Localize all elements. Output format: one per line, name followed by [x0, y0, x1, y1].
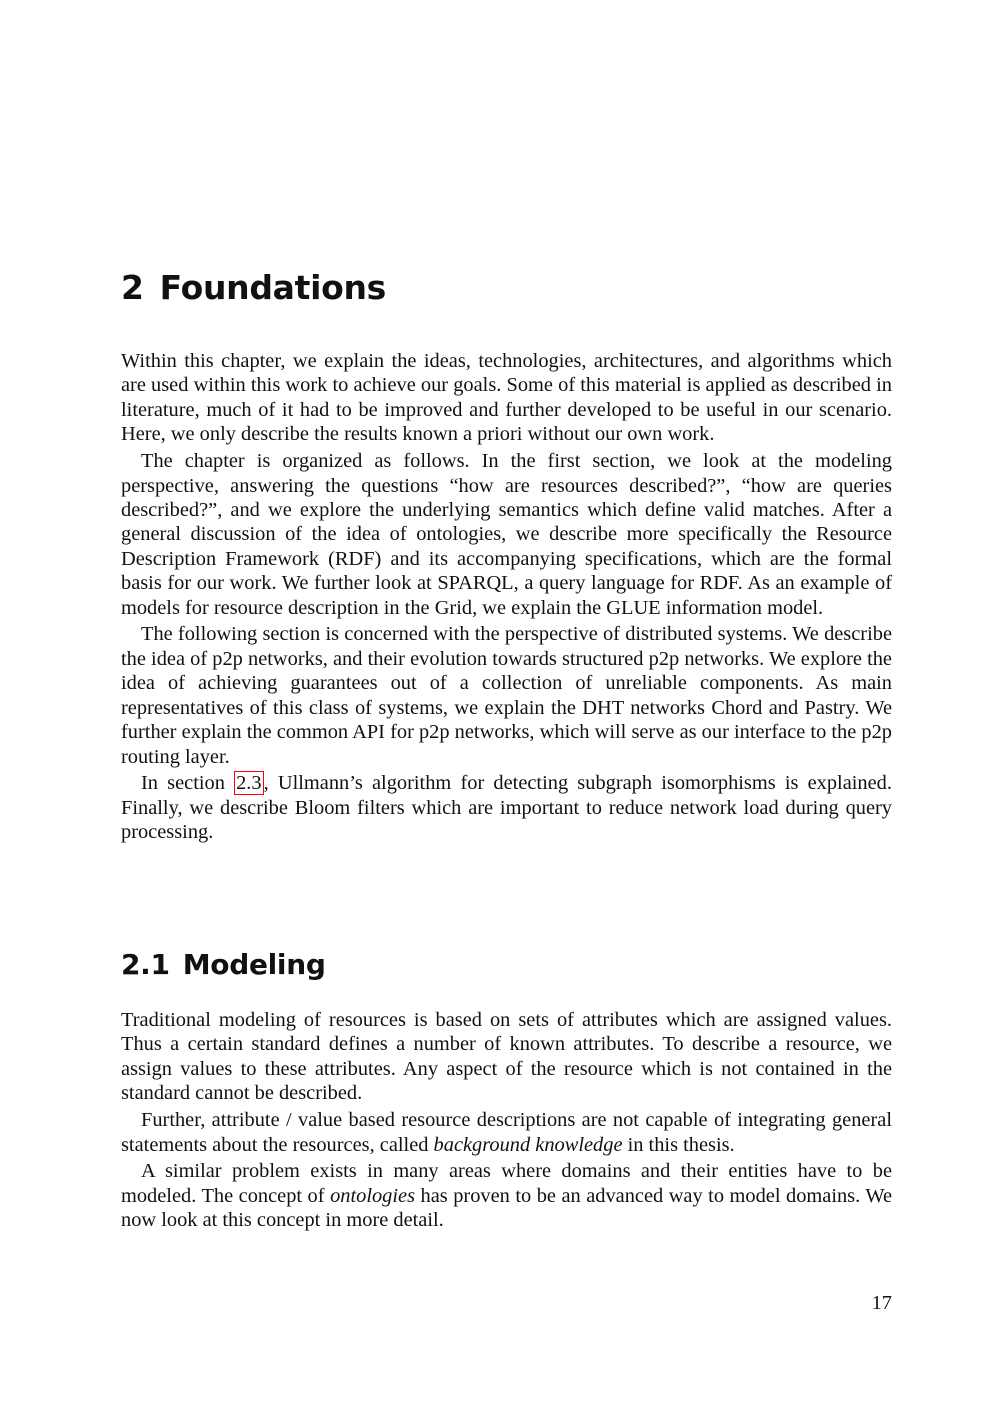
background-knowledge-term: background knowledge: [433, 1133, 623, 1156]
modeling-paragraph-2-end: in this thesis.: [622, 1133, 735, 1156]
intro-paragraph-4-end: , Ullmann’s algorithm for detecting subgraph isomorphisms is explained. Finally, we describe Bloom filters which are important to reduce network load during query processing.: [121, 772, 892, 844]
ontologies-term: ontologies: [330, 1184, 416, 1207]
intro-paragraph-4: [121, 771, 892, 844]
modeling-section-body: [121, 1008, 892, 1235]
modeling-paragraph-2-start: Further, attribute / value based resource descriptions are not capable of integrating general statements about the resources, called: [121, 1109, 892, 1156]
section-title: Modeling: [182, 948, 326, 981]
intro-paragraph-3: The following section is concerned with the perspective of distributed systems. We describe the idea of p2p networks, and their evolution towards structured p2p networks. We explore the idea of achieving guarantees out of a collection of unreliable components. As main representatives of this class of systems, we explain the DHT networks Chord and Pastry. We further explain the common API for p2p networks, which will serve as our interface to the p2p routing layer.: [121, 623, 892, 768]
modeling-paragraph-3: [121, 1159, 892, 1232]
modeling-paragraph-2: [121, 1108, 892, 1157]
modeling-paragraph-1: Traditional modeling of resources is based on sets of attributes which are assigned values. Thus a certain standard defines a number of known attributes. To describe a resource, we assign values to these attributes. Any aspect of the resource which is not contained in the standard cannot be described.: [121, 1009, 892, 1105]
chapter-title: Foundations: [159, 268, 387, 307]
section-reference-link[interactable]: 2.3: [236, 772, 262, 795]
page-number: 17: [871, 1292, 892, 1314]
modeling-paragraph-3-end: has proven to be an advanced way to model domains. We now look at this concept in more detail.: [121, 1184, 893, 1232]
chapter-heading: [121, 268, 386, 308]
chapter-intro: [121, 349, 892, 847]
intro-paragraph-1: Within this chapter, we explain the ideas, technologies, architectures, and algorithms which are used within this work to achieve our goals. Some of this material is applied as described in literature, much of it had to be improved and further developed to be useful in our scenario. Here, we only describe the results known a priori without our own work.: [121, 350, 892, 446]
modeling-paragraph-3-start: A similar problem exists in many areas where domains and their entities have to be modeled. The concept of: [121, 1160, 892, 1207]
section-heading: [121, 947, 326, 983]
intro-paragraph-4-start: In section: [141, 772, 235, 795]
section-number: 2.1: [121, 948, 170, 981]
intro-paragraph-2: The chapter is organized as follows. In the first section, we look at the modeling perspective, answering the questions “how are resources described?”, “how are queries described?”, and we explore the underlying semantics which define valid matches. After a general discussion of the idea of ontologies, we describe more specifically the Resource Description Framework (RDF) and its accompanying specifications, which are the formal basis for our work. We further look at SPARQL, a query language for RDF. As an example of models for resource description in the Grid, we explain the GLUE information model.: [121, 450, 892, 619]
chapter-number: 2: [121, 268, 144, 307]
